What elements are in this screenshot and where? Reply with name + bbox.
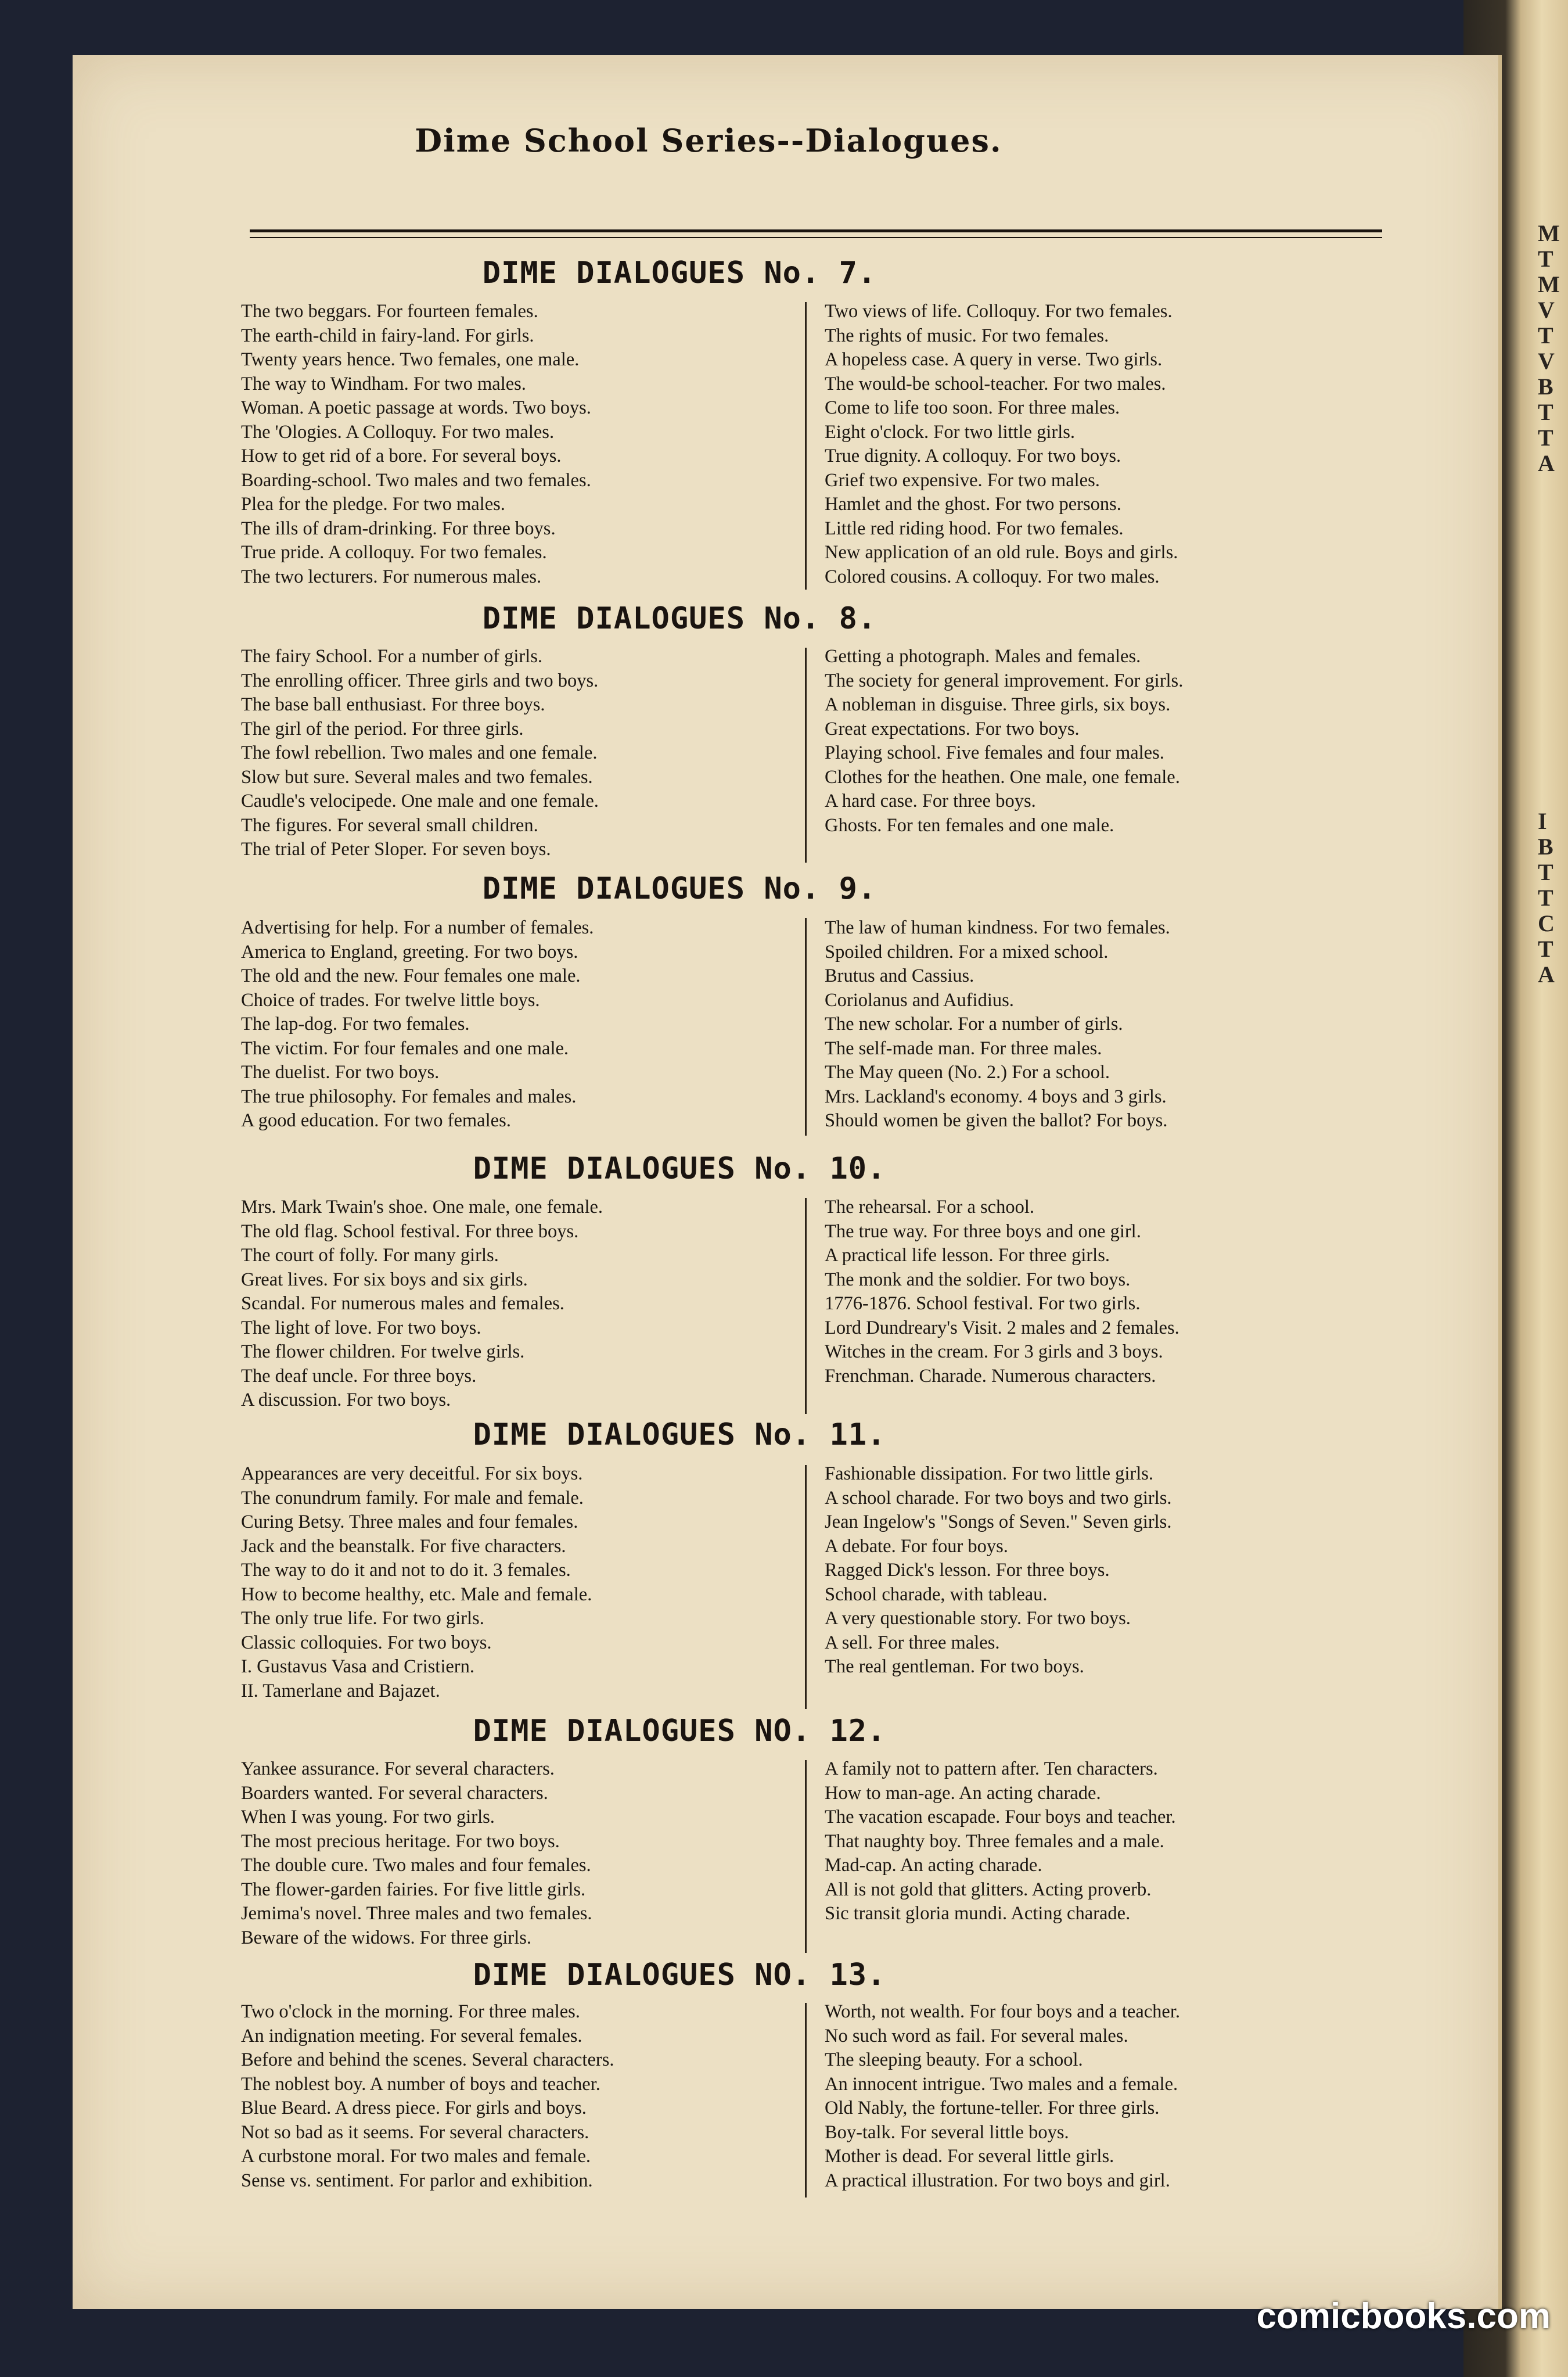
dialogue-entry: A curbstone moral. For two males and female. — [241, 2146, 591, 2167]
dialogue-entry: Boarding-school. Two males and two females. — [241, 469, 591, 491]
dialogue-entry: The fowl rebellion. Two males and one female. — [241, 742, 598, 763]
dialogue-entry: Colored cousins. A colloquy. For two males. — [825, 566, 1160, 587]
section-7-right-list — [825, 300, 1371, 589]
dialogue-entry: No such word as fail. For several males. — [825, 2025, 1128, 2046]
adjacent-page-letter — [1538, 681, 1568, 706]
dialogue-entry: Great lives. For six boys and six girls. — [241, 1269, 528, 1290]
section-title-7: DIME DIALOGUES No. 7. — [482, 256, 877, 290]
adjacent-page-letter: A — [1538, 962, 1555, 988]
dialogue-entry: The conundrum family. For male and female. — [241, 1487, 584, 1509]
section-title-13: DIME DIALOGUES NO. 13. — [473, 1958, 886, 1992]
dialogue-entry: The old flag. School festival. For three boys. — [241, 1220, 579, 1242]
section-7-left-list — [241, 300, 793, 589]
dialogue-entry: A nobleman in disguise. Three girls, six boys. — [825, 694, 1171, 715]
adjacent-page-letter — [1538, 706, 1568, 732]
dialogue-entry: Woman. A poetic passage at words. Two boys. — [241, 397, 591, 418]
header-rule — [250, 229, 1382, 238]
dialogue-entry: When I was young. For two girls. — [241, 1807, 495, 1827]
dialogue-entry: Ragged Dick's lesson. For three boys. — [825, 1560, 1110, 1581]
section-9-right-list — [825, 916, 1371, 1133]
dialogue-entry: Scandal. For numerous males and females. — [241, 1293, 564, 1314]
dialogue-entry: The would-be school-teacher. For two males. — [825, 373, 1166, 394]
dialogue-entry: II. Tamerlane and Bajazet. — [241, 1680, 440, 1701]
dialogue-entry: Advertising for help. For a number of females. — [241, 917, 594, 938]
dialogue-entry: Mad-cap. An acting charade. — [825, 1855, 1042, 1876]
dialogue-entry: An innocent intrigue. Two males and a female. — [825, 2073, 1178, 2095]
dialogue-entry: The court of folly. For many girls. — [241, 1245, 499, 1266]
dialogue-entry: The old and the new. Four females one male. — [241, 965, 581, 986]
dialogue-entry: Clothes for the heathen. One male, one female. — [825, 766, 1180, 788]
dialogue-entry: The lap-dog. For two females. — [241, 1014, 470, 1035]
adjacent-page-letter: T — [1538, 323, 1553, 349]
dialogue-entry: The victim. For four females and one male. — [241, 1037, 569, 1059]
dialogue-entry: Two o'clock in the morning. For three males. — [241, 2001, 580, 2022]
section-title-11: DIME DIALOGUES No. 11. — [473, 1417, 886, 1452]
adjacent-page-letter: B — [1538, 834, 1553, 860]
dialogue-entry: The duelist. For two boys. — [241, 1062, 440, 1083]
dialogue-entry: True pride. A colloquy. For two females. — [241, 542, 547, 563]
dialogue-entry: The sleeping beauty. For a school. — [825, 2049, 1083, 2070]
dialogue-entry: 1776-1876. School festival. For two girls. — [825, 1293, 1141, 1314]
adjacent-page-letters — [1538, 221, 1568, 988]
dialogue-entry: A practical illustration. For two boys and girl. — [825, 2170, 1170, 2191]
section-13-left-list — [241, 2000, 793, 2193]
adjacent-page-letter: T — [1538, 885, 1553, 911]
dialogue-entry: The real gentleman. For two boys. — [825, 1656, 1084, 1677]
section-title-12: DIME DIALOGUES NO. 12. — [473, 1714, 886, 1748]
dialogue-entry: The law of human kindness. For two females. — [825, 917, 1170, 938]
dialogue-entry: Two views of life. Colloquy. For two females. — [825, 301, 1173, 322]
dialogue-entry: Witches in the cream. For 3 girls and 3 boys. — [825, 1341, 1163, 1362]
column-divider — [805, 918, 807, 1136]
adjacent-page-letter — [1538, 783, 1568, 809]
dialogue-entry: The noblest boy. A number of boys and teacher. — [241, 2073, 600, 2095]
dialogue-entry: The rehearsal. For a school. — [825, 1197, 1034, 1218]
adjacent-page-letter: M — [1538, 221, 1560, 246]
dialogue-entry: Jack and the beanstalk. For five characters. — [241, 1535, 566, 1557]
adjacent-page-letter: A — [1538, 451, 1555, 476]
dialogue-entry: Brutus and Cassius. — [825, 965, 974, 986]
dialogue-entry: Before and behind the scenes. Several characters. — [241, 2049, 614, 2070]
dialogue-entry: Classic colloquies. For two boys. — [241, 1632, 492, 1653]
adjacent-page-letter: V — [1538, 297, 1555, 323]
dialogue-entry: Jean Ingelow's "Songs of Seven." Seven girls. — [825, 1511, 1172, 1532]
dialogue-entry: The two beggars. For fourteen females. — [241, 301, 538, 322]
dialogue-entry: Frenchman. Charade. Numerous characters. — [825, 1365, 1156, 1387]
dialogue-entry: Caudle's velocipede. One male and one female. — [241, 791, 599, 812]
dialogue-entry: Getting a photograph. Males and females. — [825, 646, 1141, 667]
dialogue-entry: The earth-child in fairy-land. For girls. — [241, 325, 534, 346]
section-10-right-list — [825, 1195, 1371, 1388]
dialogue-entry: The rights of music. For two females. — [825, 325, 1109, 346]
column-divider — [805, 648, 807, 863]
dialogue-entry: Curing Betsy. Three males and four females. — [241, 1511, 578, 1532]
dialogue-entry: The two lecturers. For numerous males. — [241, 566, 542, 587]
dialogue-entry: Fashionable dissipation. For two little girls. — [825, 1463, 1154, 1484]
dialogue-entry: Spoiled children. For a mixed school. — [825, 941, 1109, 963]
adjacent-page-letter: T — [1538, 936, 1553, 962]
dialogue-entry: The trial of Peter Sloper. For seven boys. — [241, 839, 551, 860]
dialogue-entry: That naughty boy. Three females and a male. — [825, 1830, 1164, 1852]
dialogue-entry: Sic transit gloria mundi. Acting charade. — [825, 1903, 1131, 1924]
dialogue-entry: The only true life. For two girls. — [241, 1608, 484, 1629]
column-divider — [805, 2003, 807, 2198]
dialogue-entry: A very questionable story. For two boys. — [825, 1608, 1131, 1629]
dialogue-entry: New application of an old rule. Boys and girls. — [825, 542, 1178, 563]
section-10-left-list — [241, 1195, 793, 1413]
section-8-left-list — [241, 645, 793, 862]
dialogue-entry: Boy-talk. For several little boys. — [825, 2121, 1069, 2143]
page-header: Dime School Series--Dialogues. — [415, 122, 1002, 159]
section-8-right-list — [825, 645, 1371, 838]
dialogue-entry: Eight o'clock. For two little girls. — [825, 421, 1076, 443]
dialogue-entry: Should women be given the ballot? For boys. — [825, 1110, 1168, 1131]
dialogue-entry: Lord Dundreary's Visit. 2 males and 2 females. — [825, 1317, 1179, 1338]
dialogue-entry: How to become healthy, etc. Male and female. — [241, 1584, 592, 1605]
dialogue-entry: Plea for the pledge. For two males. — [241, 494, 505, 515]
dialogue-entry: The fairy School. For a number of girls. — [241, 646, 542, 667]
adjacent-page-letter — [1538, 476, 1568, 502]
dialogue-entry: Mother is dead. For several little girls. — [825, 2146, 1114, 2167]
adjacent-page-letter — [1538, 553, 1568, 579]
watermark: comicbooks.com — [1256, 2296, 1551, 2336]
adjacent-page-letter: T — [1538, 425, 1553, 451]
dialogue-entry: A sell. For three males. — [825, 1632, 1000, 1653]
section-11-left-list — [241, 1462, 793, 1703]
dialogue-entry: The true philosophy. For females and males. — [241, 1086, 577, 1107]
dialogue-entry: The flower-garden fairies. For five little girls. — [241, 1879, 586, 1900]
dialogue-entry: Playing school. Five females and four males. — [825, 742, 1164, 763]
dialogue-entry: America to England, greeting. For two boys. — [241, 941, 578, 963]
dialogue-entry: The ills of dram-drinking. For three boys. — [241, 518, 556, 539]
dialogue-entry: Coriolanus and Aufidius. — [825, 989, 1014, 1011]
dialogue-entry: I. Gustavus Vasa and Cristiern. — [241, 1656, 474, 1677]
dialogue-entry: Little red riding hood. For two females. — [825, 518, 1124, 539]
adjacent-page-letter: V — [1538, 349, 1555, 374]
dialogue-entry: The flower children. For twelve girls. — [241, 1341, 525, 1362]
adjacent-page-letter — [1538, 630, 1568, 655]
dialogue-entry: The enrolling officer. Three girls and two boys. — [241, 670, 599, 691]
adjacent-page-letter — [1538, 655, 1568, 681]
adjacent-page-letter: B — [1538, 374, 1553, 400]
dialogue-entry: The most precious heritage. For two boys. — [241, 1830, 560, 1852]
section-title-10: DIME DIALOGUES No. 10. — [473, 1151, 886, 1186]
dialogue-entry: Hamlet and the ghost. For two persons. — [825, 494, 1121, 515]
dialogue-entry: Grief two expensive. For two males. — [825, 469, 1100, 491]
dialogue-entry: The 'Ologies. A Colloquy. For two males. — [241, 421, 555, 443]
dialogue-entry: Ghosts. For ten females and one male. — [825, 814, 1114, 836]
dialogue-entry: The figures. For several small children. — [241, 814, 538, 836]
dialogue-entry: Mrs. Mark Twain's shoe. One male, one female. — [241, 1197, 603, 1218]
dialogue-entry: The monk and the soldier. For two boys. — [825, 1269, 1131, 1290]
section-13-right-list — [825, 2000, 1371, 2193]
section-title-8: DIME DIALOGUES No. 8. — [482, 601, 877, 636]
dialogue-entry: A family not to pattern after. Ten characters. — [825, 1758, 1158, 1779]
dialogue-entry: The vacation escapade. Four boys and teacher. — [825, 1807, 1176, 1827]
column-divider — [805, 1760, 807, 1953]
dialogue-entry: The true way. For three boys and one girl. — [825, 1220, 1141, 1242]
dialogue-entry: School charade, with tableau. — [825, 1584, 1048, 1605]
adjacent-page-letter: T — [1538, 860, 1553, 885]
adjacent-page-letter: C — [1538, 911, 1555, 936]
dialogue-entry: Mrs. Lackland's economy. 4 boys and 3 girls. — [825, 1086, 1167, 1107]
dialogue-entry: A discussion. For two boys. — [241, 1389, 451, 1410]
dialogue-entry: The self-made man. For three males. — [825, 1037, 1102, 1059]
dialogue-entry: How to man-age. An acting charade. — [825, 1782, 1101, 1804]
dialogue-entry: The girl of the period. For three girls. — [241, 718, 524, 739]
dialogue-entry: The light of love. For two boys. — [241, 1317, 481, 1338]
adjacent-page-letter — [1538, 579, 1568, 604]
dialogue-entry: Not so bad as it seems. For several characters. — [241, 2121, 589, 2143]
dialogue-entry: The deaf uncle. For three boys. — [241, 1365, 477, 1387]
dialogue-entry: Slow but sure. Several males and two females. — [241, 766, 593, 788]
dialogue-entry: Boarders wanted. For several characters. — [241, 1782, 548, 1804]
dialogue-entry: A school charade. For two boys and two girls. — [825, 1487, 1172, 1509]
dialogue-entry: A practical life lesson. For three girls. — [825, 1245, 1110, 1266]
dialogue-entry: The double cure. Two males and four females. — [241, 1855, 591, 1876]
dialogue-entry: Jemima's novel. Three males and two females. — [241, 1903, 592, 1924]
dialogue-entry: Old Nably, the fortune-teller. For three girls. — [825, 2098, 1160, 2119]
section-11-right-list — [825, 1462, 1371, 1679]
dialogue-entry: A hard case. For three boys. — [825, 791, 1036, 812]
dialogue-entry: A hopeless case. A query in verse. Two girls. — [825, 349, 1163, 370]
dialogue-entry: The May queen (No. 2.) For a school. — [825, 1062, 1110, 1083]
dialogue-entry: Yankee assurance. For several characters. — [241, 1758, 555, 1779]
dialogue-entry: All is not gold that glitters. Acting proverb. — [825, 1879, 1152, 1900]
dialogue-entry: The new scholar. For a number of girls. — [825, 1014, 1123, 1035]
adjacent-page-letter — [1538, 757, 1568, 783]
dialogue-entry: Beware of the widows. For three girls. — [241, 1927, 532, 1948]
section-title-9: DIME DIALOGUES No. 9. — [482, 871, 877, 906]
dialogue-entry: Choice of trades. For twelve little boys. — [241, 989, 540, 1011]
dialogue-entry: An indignation meeting. For several females. — [241, 2025, 582, 2046]
dialogue-entry: A good education. For two females. — [241, 1110, 511, 1131]
section-12-left-list — [241, 1757, 793, 1950]
dialogue-entry: True dignity. A colloquy. For two boys. — [825, 446, 1121, 466]
adjacent-page-letter: T — [1538, 400, 1553, 425]
adjacent-page-letter — [1538, 527, 1568, 553]
dialogue-entry: Appearances are very deceitful. For six boys. — [241, 1463, 583, 1484]
column-divider — [805, 302, 807, 590]
dialogue-entry: Come to life too soon. For three males. — [825, 397, 1120, 418]
adjacent-page-letter: M — [1538, 272, 1560, 297]
dialogue-entry: Sense vs. sentiment. For parlor and exhibition. — [241, 2170, 593, 2191]
dialogue-entry: The way to do it and not to do it. 3 females. — [241, 1560, 571, 1581]
adjacent-page-letter — [1538, 732, 1568, 757]
column-divider — [805, 1198, 807, 1414]
dialogue-entry: Twenty years hence. Two females, one male. — [241, 349, 580, 370]
section-9-left-list — [241, 916, 793, 1133]
dialogue-entry: Blue Beard. A dress piece. For girls and boys. — [241, 2098, 587, 2119]
dialogue-entry: A debate. For four boys. — [825, 1535, 1008, 1557]
column-divider — [805, 1465, 807, 1709]
adjacent-page-letter: I — [1538, 809, 1547, 834]
adjacent-page-letter — [1538, 604, 1568, 630]
dialogue-entry: The way to Windham. For two males. — [241, 373, 526, 394]
dialogue-entry: The base ball enthusiast. For three boys. — [241, 694, 545, 715]
adjacent-page-letter — [1538, 502, 1568, 527]
dialogue-entry: Great expectations. For two boys. — [825, 718, 1080, 739]
section-12-right-list — [825, 1757, 1371, 1926]
dialogue-entry: Worth, not wealth. For four boys and a teacher. — [825, 2001, 1181, 2022]
dialogue-entry: The society for general improvement. For girls. — [825, 670, 1184, 691]
adjacent-page-letter: T — [1538, 246, 1553, 272]
dialogue-entry: How to get rid of a bore. For several boys. — [241, 446, 562, 466]
